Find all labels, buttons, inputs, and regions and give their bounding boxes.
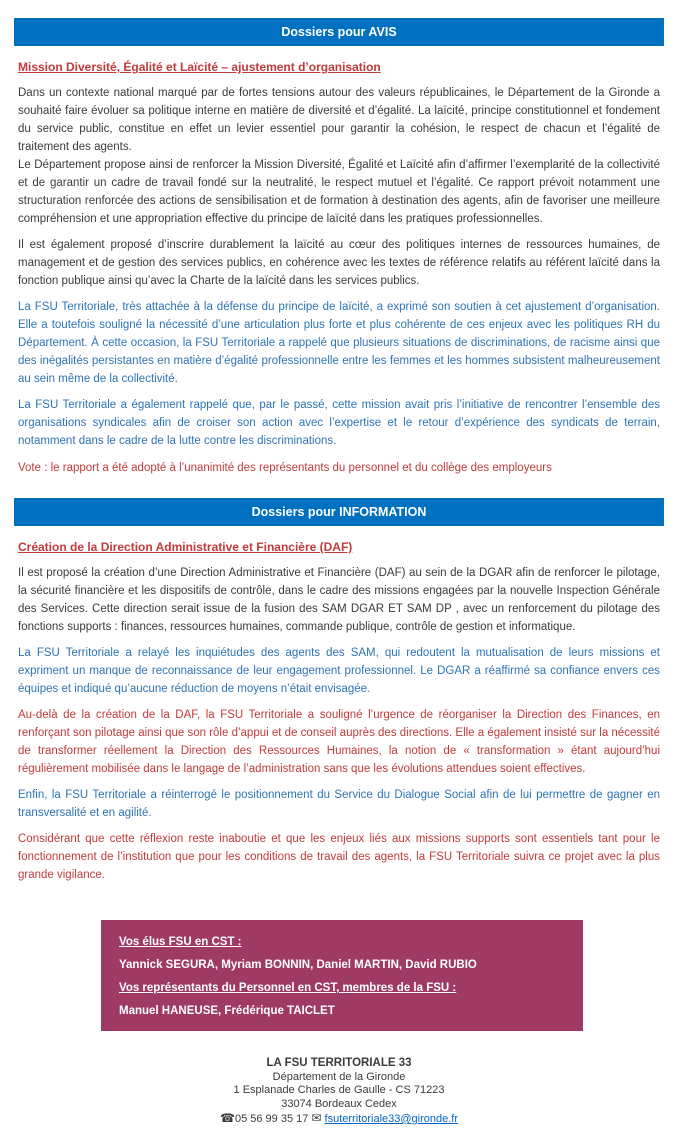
footer-department: Département de la Gironde [272, 1070, 406, 1083]
paragraph: La FSU Territoriale a relayé les inquiétudes des agents des SAM, qui redoutent la mutualisation de leurs missions et expriment un manque de reconnaissance de leur engagement professionnel. Le DGAR a réaffirmé sa confiance envers ces équipes et indiqué qu’aucune réduction de moyens n’était envisagée. [18, 647, 660, 695]
paragraph: La FSU Territoriale, très attachée à la défense du principe de laïcité, a exprimé son soutien à cet ajustement d’organisation. Elle a toutefois souligné la nécessité d’une articulation plus forte et plus cohérente de ces enjeux avec les politiques RH du Département. À cette occasion, la FSU Territoriale a rappelé que plusieurs situations de discriminations, de racisme ainsi que des inégalités persistantes en matière d’égalité professionnelle entre les femmes et les hommes subsistent malheureusement au sein même de la collectivité. [18, 301, 660, 385]
elus-fsu-box [101, 920, 583, 1031]
paragraph: Considérant que cette réflexion reste inaboutie et que les enjeux liés aux missions supports sont essentiels tant pour le fonctionnement de l’institution que pour les conditions de travail des agents, la FSU Territoriale suivra ce projet avec la plus grande vigilance. [18, 833, 660, 881]
paragraph: Au-delà de la création de la DAF, la FSU Territoriale a souligné l’urgence de réorganiser la Direction des Finances, en renforçant son pilotage ainsi que son rôle d’appui et de conseil auprès des directions. Elle a également insisté sur la nécessité de transformer réellement la Direction des Ressources Humaines, la notion de « transformation » étant aujourd’hui régulièrement mobilisée dans le langage de l’administration sans que les évolutions attendues soient effectives. [18, 709, 660, 775]
footer-contact-block [16, 1057, 662, 1127]
paragraph: Enfin, la FSU Territoriale a réinterrogé le positionnement du Service du Dialogue Social afin de lui permettre de gagner en transversalité et en agilité. [18, 789, 660, 819]
banner-dossiers-avis: Dossiers pour AVIS [14, 18, 664, 46]
section-heading-creation-daf: Création de la Direction Administrative et Financière (DAF) [18, 540, 353, 554]
footer-address-line2: 33074 Bordeaux Cedex [281, 1097, 397, 1110]
elus-box-title-representants: Vos représentants du Personnel en CST, membres de la FSU : [119, 982, 457, 994]
paragraph: Dans un contexte national marqué par de fortes tensions autour des valeurs républicaines, le Département de la Gironde a souhaité faire évoluer sa politique interne en matière de diversité et d’égalité. La laïcité, principe constitutionnel et fondement du service public, constitue en effet un levier essentiel pour garantir la cohésion, le respect de chacun et l’égalité de traitement des agents. [18, 87, 660, 153]
elus-box-title-elus: Vos élus FSU en CST : [119, 936, 242, 948]
section-heading-mission-diversite: Mission Diversité, Égalité et Laïcité – ajustement d’organisation [18, 60, 381, 74]
paragraph: Il est également proposé d’inscrire durablement la laïcité au cœur des politiques internes de ressources humaines, de management et de gestion des services publics, en cohérence avec les textes de référence relatifs au référent laïcité dans la fonction publique ainsi qu’avec la Charte de la laïcité dans les services publics. [18, 239, 660, 287]
section-avis [16, 60, 662, 474]
footer-org-name: LA FSU TERRITORIALE 33 [266, 1057, 412, 1069]
footer-contact-row [16, 1112, 662, 1127]
banner-dossiers-information: Dossiers pour INFORMATION [14, 498, 664, 526]
footer-email-link[interactable]: fsuterritoriale33@gironde.fr [324, 1113, 458, 1125]
phone-icon: ☎ [220, 1111, 235, 1125]
footer-address-line1: 1 Esplanade Charles de Gaulle - CS 71223 [233, 1084, 445, 1096]
footer-phone-number: 05 56 99 35 17 [234, 1113, 309, 1125]
paragraph: Il est proposé la création d’une Direction Administrative et Financière (DAF) au sein de la DGAR afin de renforcer le pilotage, la sécurité financière et les dispositifs de contrôle, dans le cadre des missions engagées par la nouvelle Inspection Générale des Services. Cette direction serait issue de la fusion des SAM DGAR ET SAM DP , avec un renforcement du pilotage des fonctions supports : finances, ressources humaines, commande publique, contrôle de gestion et informatique. [18, 567, 660, 633]
paragraph: La FSU Territoriale a également rappelé que, par le passé, cette mission avait pris l’initiative de rencontrer l’ensemble des organisations syndicales afin de croiser son action avec l’expertise et le retour d’expérience des syndicats de terrain, notamment dans le cadre de la lutte contre les discriminations. [18, 399, 660, 447]
section-information [16, 540, 662, 884]
elus-box-names-elus: Yannick SEGURA, Myriam BONNIN, Daniel MARTIN, David RUBIO [119, 959, 477, 971]
vote-result-line: Vote : le rapport a été adopté à l’unanimité des représentants du personnel et du collège des employeurs [18, 462, 552, 474]
envelope-icon: ✉ [311, 1111, 322, 1125]
elus-box-names-representants: Manuel HANEUSE, Frédérique TAICLET [119, 1005, 335, 1017]
paragraph: Le Département propose ainsi de renforcer la Mission Diversité, Égalité et Laïcité afin d’affirmer l’exemplarité de la collectivité et de garantir un cadre de travail fondé sur la neutralité, le respect mutuel et l’égalité. Ce rapport prévoit notamment une structuration renforcée des actions de sensibilisation et de formation à destination des agents, afin de favoriser une meilleure compréhension et une appropriation effective du principe de laïcité dans les pratiques professionnelles. [18, 159, 660, 225]
